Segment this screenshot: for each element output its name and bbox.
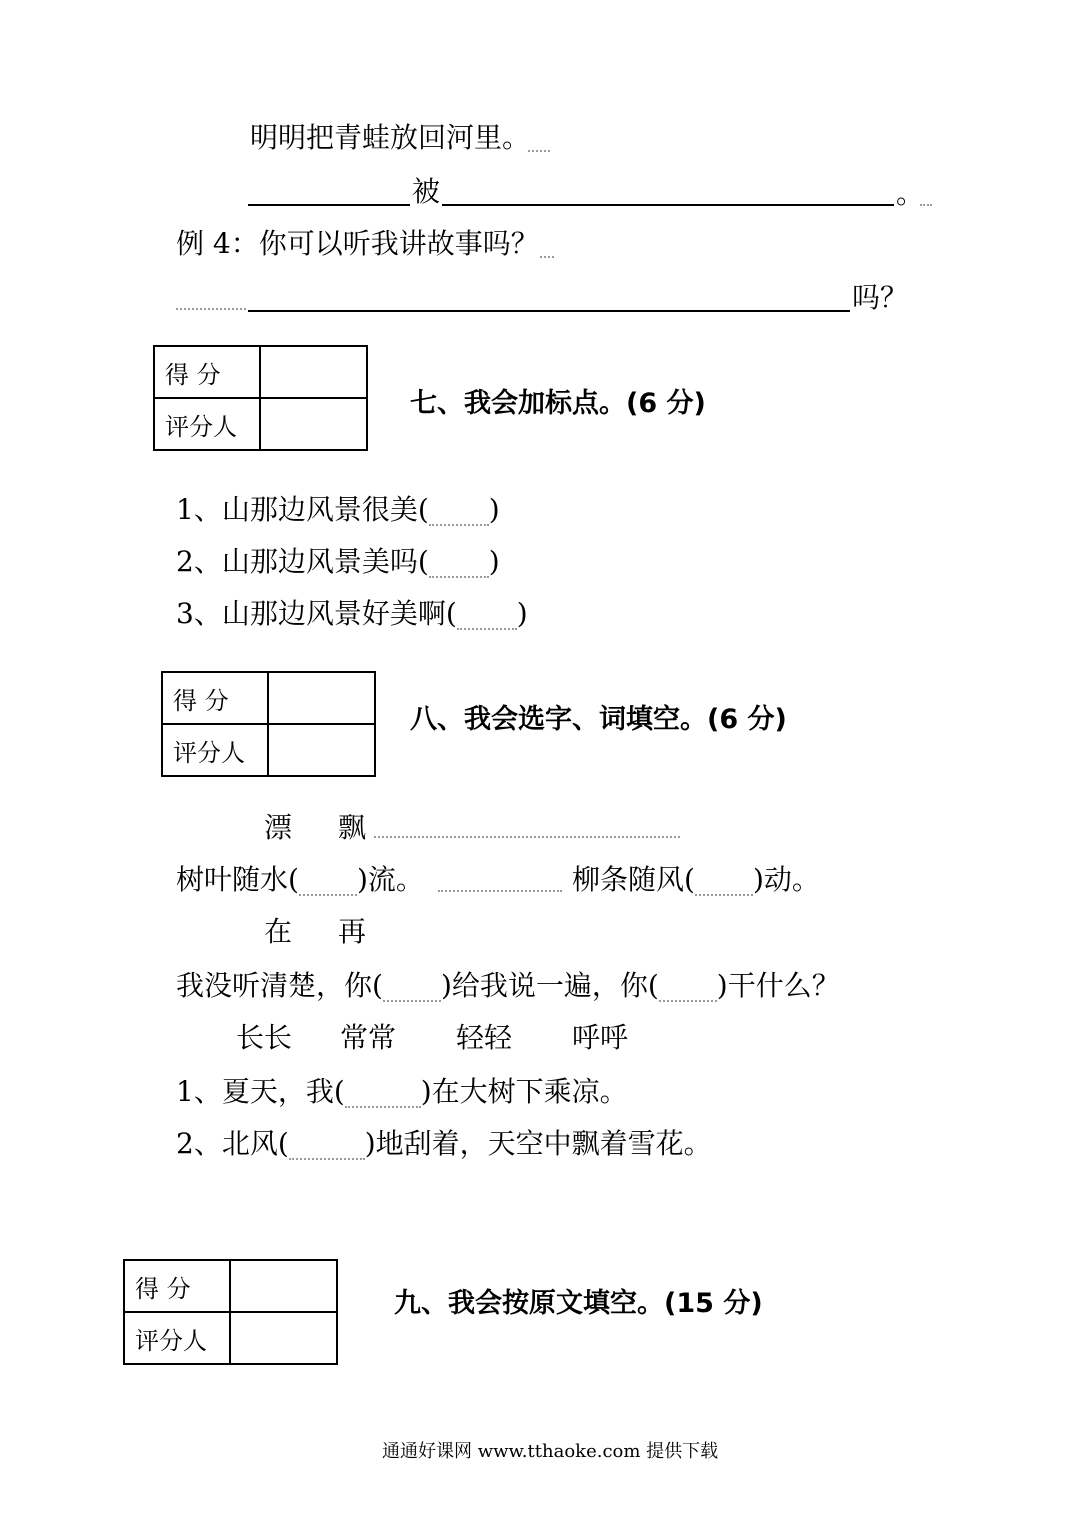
group1-sentence-b	[572, 863, 820, 896]
fill-blank[interactable]	[659, 972, 717, 1002]
sentence-part: 柳条随风(	[572, 863, 695, 896]
sentence-part: 2、北风(	[176, 1127, 289, 1160]
example3-sentence: 明明把青蛙放回河里。	[250, 121, 531, 154]
score-label: 得 分	[154, 346, 260, 398]
section7-item-2	[176, 545, 500, 578]
section7-item-1	[176, 493, 500, 526]
grader-value-cell[interactable]	[260, 398, 367, 450]
item-text: 1、山那边风景很美(	[176, 493, 429, 526]
group3-item-2	[176, 1127, 712, 1160]
item-text: 3、山那边风景好美啊(	[176, 597, 457, 630]
fill-blank[interactable]	[383, 972, 441, 1002]
section7-item-3	[176, 597, 528, 630]
grader-label: 评分人	[124, 1312, 230, 1364]
dotted-filler	[528, 150, 550, 152]
dotted-filler	[540, 256, 554, 258]
option-word: 常常	[340, 1021, 397, 1054]
option-word: 漂	[264, 811, 293, 844]
dotted-filler	[176, 308, 246, 310]
option-word: 再	[338, 915, 367, 948]
example3-end: 。	[896, 177, 925, 210]
option-word: 在	[264, 915, 293, 948]
item-close: )	[488, 545, 500, 578]
item-close: )	[488, 493, 500, 526]
group1-sentence-a	[176, 863, 424, 896]
sentence-part: 我没听清楚，你(	[176, 969, 383, 1002]
sentence-part: )动。	[752, 863, 820, 896]
fill-blank[interactable]	[289, 1130, 365, 1160]
option-word: 长长	[236, 1021, 293, 1054]
grader-value-cell[interactable]	[268, 724, 375, 776]
item-close: )	[516, 597, 528, 630]
score-box-9	[123, 1259, 338, 1365]
option-word: 呼呼	[572, 1021, 629, 1054]
section8-title: 八、我会选字、词填空。(6 分)	[410, 704, 787, 735]
section9-title: 九、我会按原文填空。(15 分)	[394, 1288, 763, 1319]
sentence-part: )给我说一遍，你(	[440, 969, 659, 1002]
sentence-part: )干什么？	[716, 969, 840, 1002]
punctuation-blank[interactable]	[457, 600, 517, 630]
sentence-part: )地刮着，天空中飘着雪花。	[364, 1127, 712, 1160]
answer-blank-2[interactable]	[442, 204, 894, 206]
section7-title: 七、我会加标点。(6 分)	[410, 388, 706, 419]
dotted-filler	[438, 890, 562, 892]
dotted-filler	[374, 836, 680, 838]
score-box-8	[161, 671, 376, 777]
example4-end: 吗？	[852, 281, 909, 314]
fill-blank[interactable]	[345, 1078, 421, 1108]
score-value-cell[interactable]	[260, 346, 367, 398]
group2-sentence	[176, 969, 840, 1002]
item-text: 2、山那边风景美吗(	[176, 545, 429, 578]
score-box-7	[153, 345, 368, 451]
option-word: 轻轻	[456, 1021, 513, 1054]
fill-blank[interactable]	[299, 866, 357, 896]
grader-label: 评分人	[154, 398, 260, 450]
answer-blank-3[interactable]	[248, 310, 850, 312]
punctuation-blank[interactable]	[429, 496, 489, 526]
score-label: 得 分	[162, 672, 268, 724]
sentence-part: 1、夏天，我(	[176, 1075, 345, 1108]
punctuation-blank[interactable]	[429, 548, 489, 578]
answer-blank-1[interactable]	[248, 204, 410, 206]
footer-credit: 通通好课网 www.tthaoke.com 提供下载	[382, 1441, 719, 1462]
dotted-filler	[920, 204, 932, 206]
fill-blank[interactable]	[695, 866, 753, 896]
sentence-part: )流。	[356, 863, 424, 896]
sentence-part: 树叶随水(	[176, 863, 299, 896]
option-word: 飘	[338, 811, 367, 844]
score-value-cell[interactable]	[268, 672, 375, 724]
group3-item-1	[176, 1075, 628, 1108]
grader-label: 评分人	[162, 724, 268, 776]
score-label: 得 分	[124, 1260, 230, 1312]
sentence-part: )在大树下乘凉。	[420, 1075, 628, 1108]
example4-label: 例 4：你可以听我讲故事吗？	[176, 227, 539, 260]
grader-value-cell[interactable]	[230, 1312, 337, 1364]
example3-blank-word: 被	[412, 175, 441, 208]
score-value-cell[interactable]	[230, 1260, 337, 1312]
